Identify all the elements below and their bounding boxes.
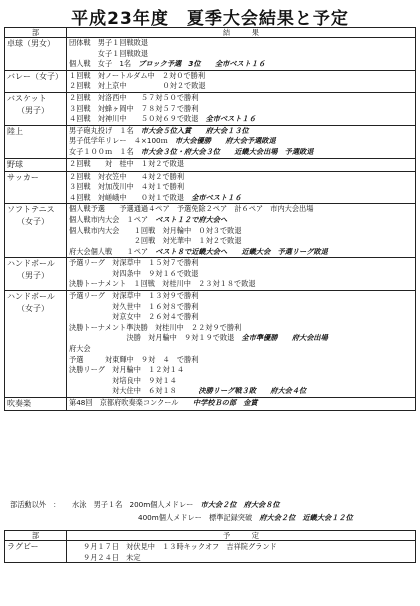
result-line: 女子１回戦敗退: [69, 48, 149, 58]
result-line: 決勝トーナメント １回戦 対桂川中 ２３対１８で敗退: [69, 279, 256, 289]
club-results: [67, 398, 416, 411]
club-results: [67, 92, 416, 125]
schedule-header-plan: 予 定: [67, 531, 416, 541]
club-name: ソフトテニス （女子）: [5, 204, 67, 258]
result-line: 団体戦 男子１回戦敗退: [69, 38, 149, 47]
club-results: [67, 258, 416, 291]
result-line: ３回戦 対加茂川中 ４対１で勝利: [69, 182, 185, 192]
club-results: [67, 125, 416, 158]
result-line: 男子低学年リレー ４×100ｍ 市大会優勝 府大会予選敗退: [69, 136, 276, 146]
other-line: 水泳 男子１名 200m個人メドレー 市大会２位 府大会８位: [72, 500, 280, 509]
other-results: [10, 498, 410, 524]
results-table: [4, 27, 416, 411]
result-line: 決勝トーナメント準決勝 対桂川中 ２２対９で勝利: [69, 322, 242, 332]
club-results: [67, 70, 416, 92]
other-line: 400m個人メドレー 標準記録突破 府大会２位 近畿大会１２位: [138, 513, 353, 522]
result-line: ２回戦 対上京中 ０対２で敗退: [69, 81, 206, 91]
header-results: 結 果: [67, 28, 416, 38]
results-row: [5, 204, 416, 258]
header-club: 部: [5, 28, 67, 38]
results-row: [5, 92, 416, 125]
schedule-table: [4, 530, 416, 563]
results-row: [5, 125, 416, 158]
club-name: ハンドボール （女子）: [5, 291, 67, 398]
result-line: 個人戦市内大会 １ペア ベスト１２で府大会へ: [69, 214, 228, 224]
club-results: [67, 204, 416, 258]
page-title: 平成23年度 夏季大会結果と予定: [71, 9, 349, 29]
result-line: ３回戦 対蜂ヶ岡中 ７８対５７で勝利: [69, 103, 199, 113]
result-line: ２回戦 対洛西中 ５７対５０で勝利: [69, 92, 199, 102]
schedule-header-row: [5, 531, 416, 541]
club-name: バレー（女子）: [5, 70, 67, 92]
schedule-line: ９月１７日 対伏見中 １３時キックオフ 吉祥院グランド: [83, 542, 277, 551]
result-line: 決勝リーグ 対月輪中 １２対１４: [69, 365, 185, 375]
results-header-row: [5, 28, 416, 38]
result-line: 対四条中 ９対１６で敗退: [69, 268, 199, 278]
result-line: １回戦 対ノートルダム中 ２対０で勝利: [69, 70, 206, 80]
result-line: 男子砲丸投げ １名 市大会５位入賞 府大会１３位: [69, 125, 249, 135]
results-row: [5, 258, 416, 291]
result-line: 予選リーグ 対深草中 １３対９で勝利: [69, 291, 199, 301]
club-name: サッカー: [5, 171, 67, 204]
other-label: 部活動以外 ：: [10, 500, 61, 509]
result-line: 個人戦 女子 1名 ブロック予選 3位 全市ベスト１６: [69, 59, 266, 69]
result-line: 対培良中 ９対１４: [69, 375, 177, 385]
result-line: 対久世中 １６対８で勝利: [69, 301, 199, 311]
club-name: 陸上: [5, 125, 67, 158]
result-line: 個人戦予選 予選通過４ペア 予選免除２ペア 計６ペア 市内大会出場: [69, 204, 314, 214]
result-line: 府大会: [69, 344, 91, 354]
schedule-club: ラグビー: [5, 541, 67, 563]
other-row: [10, 498, 410, 511]
club-results: [67, 158, 416, 171]
result-line: 予選リーグ 対深草中 １５対７で勝利: [69, 258, 199, 268]
club-name: 卓球（男女）: [5, 38, 67, 71]
club-results: [67, 171, 416, 204]
result-line: ２回戦 対 桂中 １対２で敗退: [69, 158, 185, 168]
club-name: バスケット （男子）: [5, 92, 67, 125]
result-line: ４回戦 対神川中 ５０対６９で敗退 全市ベスト１６: [69, 114, 256, 124]
club-name: 野球: [5, 158, 67, 171]
results-row: [5, 38, 416, 71]
result-line: 予選 対東輝中 ９対 ４ で勝利: [69, 354, 199, 364]
result-line: ４回戦 対嵯峨中 ０対１で敗退 全市ベスト１６: [69, 192, 242, 202]
results-row: [5, 398, 416, 411]
other-row: [10, 511, 410, 524]
result-line: ２回戦 対衣笠中 ４対２で勝利: [69, 171, 185, 181]
result-line: 女子１００ｍ １名 市大会３位・府大会３位 近畿大会出場 予選敗退: [69, 146, 314, 156]
schedule-lines: [67, 541, 416, 563]
schedule-header-club: 部: [5, 531, 67, 541]
result-line: 府大会個人戦 １ペア ベスト８で近畿大会へ 近畿大会 予選リーグ敗退: [69, 246, 328, 256]
schedule-row: [5, 541, 416, 563]
results-row: [5, 158, 416, 171]
club-results: [67, 38, 416, 71]
results-row: [5, 171, 416, 204]
result-line: 対京女中 ２６対４で勝利: [69, 312, 199, 322]
result-line: 対大住中 ６対１８ 決勝リーグ戦３敗 府大会４位: [69, 386, 307, 396]
result-line: ２回戦 対光華中 １対２で敗退: [69, 236, 242, 246]
club-name: 吹奏楽: [5, 398, 67, 411]
results-row: [5, 70, 416, 92]
club-name: ハンドボール （男子）: [5, 258, 67, 291]
club-results: [67, 291, 416, 398]
result-line: 決勝 対月輪中 ９対１９で敗退 全市準優勝 府大会出場: [69, 333, 328, 343]
results-row: [5, 291, 416, 398]
result-line: 個人戦市内大会 １回戦 対月輪中 ０対３で敗退: [69, 225, 242, 235]
schedule-line: ９月２４日 未定: [83, 552, 141, 562]
result-line: 第48回 京都府吹奏楽コンクール 中学校Ｂの部 金賞: [69, 398, 258, 407]
